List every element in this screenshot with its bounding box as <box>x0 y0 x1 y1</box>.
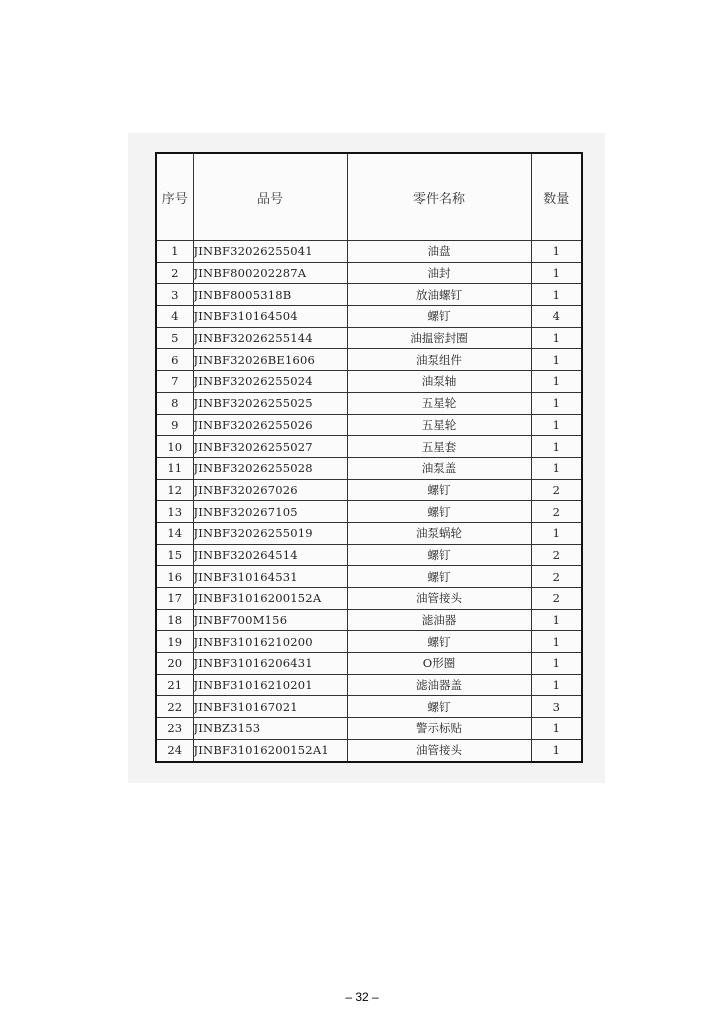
part-name-cell: 螺钉 <box>347 501 531 523</box>
serial-number-cell: 18 <box>156 609 193 631</box>
part-name-cell: 油盘 <box>347 241 531 263</box>
table-row <box>156 544 582 566</box>
part-number-cell: JINBF800202287A <box>193 262 347 284</box>
quantity-cell: 2 <box>531 544 582 566</box>
serial-number-cell: 8 <box>156 392 193 414</box>
table-row <box>156 241 582 263</box>
table-row <box>156 414 582 436</box>
quantity-cell: 1 <box>531 414 582 436</box>
serial-number-cell: 11 <box>156 457 193 479</box>
part-number-cell: JINBF32026255027 <box>193 436 347 458</box>
quantity-cell: 1 <box>531 653 582 675</box>
page-number: – 32 – <box>345 990 379 1004</box>
serial-number-cell: 15 <box>156 544 193 566</box>
part-number-cell: JINBF310167021 <box>193 696 347 718</box>
quantity-cell: 1 <box>531 674 582 696</box>
table-row <box>156 392 582 414</box>
table-row <box>156 739 582 761</box>
part-name-cell: 滤油器 <box>347 609 531 631</box>
part-name-cell: 螺钉 <box>347 631 531 653</box>
table-row <box>156 718 582 740</box>
part-number-cell: JINBF32026255024 <box>193 371 347 393</box>
quantity-cell: 2 <box>531 501 582 523</box>
part-name-cell: 油泵轴 <box>347 371 531 393</box>
quantity-cell: 2 <box>531 479 582 501</box>
part-name-cell: 油泵盖 <box>347 457 531 479</box>
part-name-cell: 螺钉 <box>347 306 531 328</box>
part-number-cell: JINBF31016206431 <box>193 653 347 675</box>
table-row <box>156 674 582 696</box>
part-number-cell: JINBF320264514 <box>193 544 347 566</box>
part-name-cell: 油泵组件 <box>347 349 531 371</box>
table-row <box>156 609 582 631</box>
part-name-cell: 五星轮 <box>347 414 531 436</box>
table-row <box>156 284 582 306</box>
serial-number-cell: 19 <box>156 631 193 653</box>
header-part-number: 品号 <box>193 153 347 241</box>
serial-number-cell: 10 <box>156 436 193 458</box>
part-number-cell: JINBF31016200152A1 <box>193 739 347 761</box>
table-row <box>156 501 582 523</box>
serial-number-cell: 9 <box>156 414 193 436</box>
table-row <box>156 262 582 284</box>
part-name-cell: 油封 <box>347 262 531 284</box>
quantity-cell: 1 <box>531 327 582 349</box>
serial-number-cell: 7 <box>156 371 193 393</box>
quantity-cell: 1 <box>531 739 582 761</box>
serial-number-cell: 5 <box>156 327 193 349</box>
part-name-cell: 油泵蜗轮 <box>347 522 531 544</box>
table-row <box>156 631 582 653</box>
serial-number-cell: 13 <box>156 501 193 523</box>
serial-number-cell: 24 <box>156 739 193 761</box>
header-quantity: 数量 <box>531 153 582 241</box>
part-number-cell: JINBF320267026 <box>193 479 347 501</box>
part-number-cell: JINBF32026255028 <box>193 457 347 479</box>
table-row <box>156 696 582 718</box>
quantity-cell: 1 <box>531 349 582 371</box>
quantity-cell: 4 <box>531 306 582 328</box>
part-number-cell: JINBF320267105 <box>193 501 347 523</box>
serial-number-cell: 14 <box>156 522 193 544</box>
part-number-cell: JINBF32026255025 <box>193 392 347 414</box>
part-name-cell: 滤油器盖 <box>347 674 531 696</box>
part-name-cell: 油揾密封圈 <box>347 327 531 349</box>
table-header-row <box>156 153 582 241</box>
serial-number-cell: 16 <box>156 566 193 588</box>
quantity-cell: 1 <box>531 262 582 284</box>
part-number-cell: JINBF32026BE1606 <box>193 349 347 371</box>
table-row <box>156 479 582 501</box>
quantity-cell: 1 <box>531 371 582 393</box>
part-number-cell: JINBF31016210201 <box>193 674 347 696</box>
part-name-cell: 油管接头 <box>347 739 531 761</box>
serial-number-cell: 22 <box>156 696 193 718</box>
quantity-cell: 1 <box>531 241 582 263</box>
quantity-cell: 2 <box>531 566 582 588</box>
part-name-cell: 油管接头 <box>347 588 531 610</box>
table-row <box>156 349 582 371</box>
quantity-cell: 1 <box>531 457 582 479</box>
table-row <box>156 457 582 479</box>
quantity-cell: 1 <box>531 609 582 631</box>
table-row <box>156 436 582 458</box>
part-number-cell: JINBF310164504 <box>193 306 347 328</box>
quantity-cell: 1 <box>531 718 582 740</box>
quantity-cell: 1 <box>531 392 582 414</box>
table-row <box>156 566 582 588</box>
serial-number-cell: 6 <box>156 349 193 371</box>
table-row <box>156 306 582 328</box>
serial-number-cell: 3 <box>156 284 193 306</box>
table-row <box>156 327 582 349</box>
part-number-cell: JINBF31016210200 <box>193 631 347 653</box>
serial-number-cell: 4 <box>156 306 193 328</box>
table-row <box>156 371 582 393</box>
table-row <box>156 653 582 675</box>
table-body <box>156 241 582 762</box>
part-name-cell: 五星轮 <box>347 392 531 414</box>
serial-number-cell: 17 <box>156 588 193 610</box>
part-name-cell: 螺钉 <box>347 566 531 588</box>
part-name-cell: 螺钉 <box>347 696 531 718</box>
serial-number-cell: 20 <box>156 653 193 675</box>
serial-number-cell: 23 <box>156 718 193 740</box>
quantity-cell: 3 <box>531 696 582 718</box>
quantity-cell: 2 <box>531 588 582 610</box>
part-name-cell: 五星套 <box>347 436 531 458</box>
part-number-cell: JINBF8005318B <box>193 284 347 306</box>
part-number-cell: JINBF32026255041 <box>193 241 347 263</box>
part-number-cell: JINBF700M156 <box>193 609 347 631</box>
serial-number-cell: 21 <box>156 674 193 696</box>
header-serial-number: 序号 <box>156 153 193 241</box>
part-number-cell: JINBF31016200152A <box>193 588 347 610</box>
part-number-cell: JINBF32026255019 <box>193 522 347 544</box>
part-name-cell: 警示标贴 <box>347 718 531 740</box>
part-name-cell: 放油螺钉 <box>347 284 531 306</box>
part-name-cell: O形圈 <box>347 653 531 675</box>
part-number-cell: JINBF32026255026 <box>193 414 347 436</box>
header-part-name: 零件名称 <box>347 153 531 241</box>
serial-number-cell: 1 <box>156 241 193 263</box>
serial-number-cell: 2 <box>156 262 193 284</box>
part-name-cell: 螺钉 <box>347 544 531 566</box>
table-row <box>156 588 582 610</box>
serial-number-cell: 12 <box>156 479 193 501</box>
parts-table <box>155 152 583 763</box>
quantity-cell: 1 <box>531 522 582 544</box>
part-number-cell: JINBF310164531 <box>193 566 347 588</box>
table-row <box>156 522 582 544</box>
part-number-cell: JINBF32026255144 <box>193 327 347 349</box>
part-number-cell: JINBZ3153 <box>193 718 347 740</box>
quantity-cell: 1 <box>531 631 582 653</box>
quantity-cell: 1 <box>531 436 582 458</box>
part-name-cell: 螺钉 <box>347 479 531 501</box>
quantity-cell: 1 <box>531 284 582 306</box>
